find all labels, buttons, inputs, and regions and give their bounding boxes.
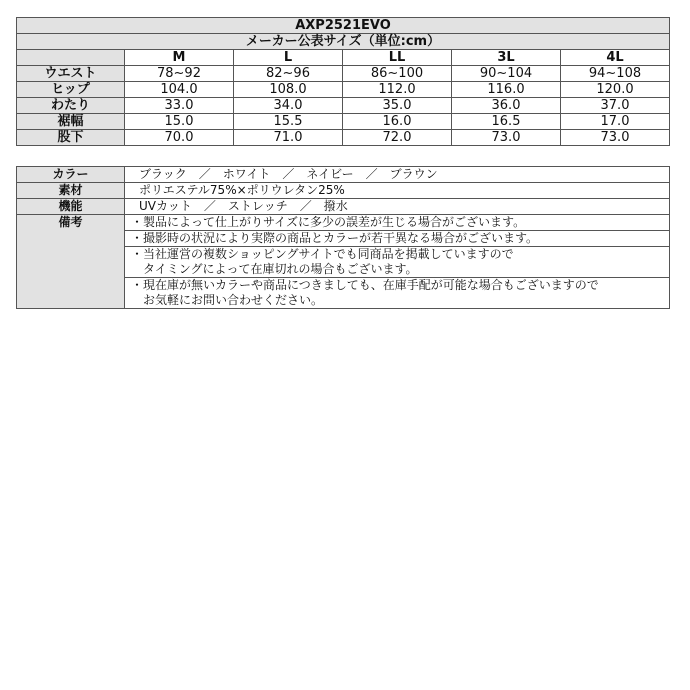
size-header-row <box>17 50 670 66</box>
color-value: ブラック ／ ホワイト ／ ネイビー ／ ブラウン <box>125 167 670 183</box>
size-value: 112.0 <box>343 82 452 98</box>
size-header: L <box>234 50 343 66</box>
size-value: 34.0 <box>234 98 343 114</box>
note-line: ・現在庫が無いカラーや商品につきましても、在庫手配が可能な場合もございますので <box>125 277 669 293</box>
size-value: 17.0 <box>561 114 670 130</box>
note-line: ・撮影時の状況により実際の商品とカラーが若干異なる場合がございます。 <box>125 230 669 246</box>
notes-cell <box>125 215 670 309</box>
size-value: 86~100 <box>343 66 452 82</box>
size-value: 70.0 <box>125 130 234 146</box>
color-label: カラー <box>17 167 125 183</box>
size-value: 37.0 <box>561 98 670 114</box>
material-value: ポリエステル75%×ポリウレタン25% <box>125 183 670 199</box>
size-value: 33.0 <box>125 98 234 114</box>
table-row <box>17 82 670 98</box>
size-header: 4L <box>561 50 670 66</box>
note-line: ・当社運営の複数ショッピングサイトでも同商品を掲載していますので <box>125 246 669 262</box>
function-value: UVカット ／ ストレッチ ／ 撥水 <box>125 199 670 215</box>
size-value: 82~96 <box>234 66 343 82</box>
row-label: わたり <box>17 98 125 114</box>
row-label: ウエスト <box>17 66 125 82</box>
row-label: 裾幅 <box>17 114 125 130</box>
size-value: 36.0 <box>452 98 561 114</box>
size-header: M <box>125 50 234 66</box>
model-number: AXP2521EVO <box>17 18 670 34</box>
table-row <box>17 98 670 114</box>
table-row <box>17 130 670 146</box>
size-table-subtitle: メーカー公表サイズ（単位:cm） <box>17 34 670 50</box>
size-value: 120.0 <box>561 82 670 98</box>
size-value: 73.0 <box>452 130 561 146</box>
header-corner-cell <box>17 50 125 66</box>
size-value: 94~108 <box>561 66 670 82</box>
table-row <box>17 114 670 130</box>
size-value: 90~104 <box>452 66 561 82</box>
size-value: 72.0 <box>343 130 452 146</box>
size-value: 35.0 <box>343 98 452 114</box>
function-label: 機能 <box>17 199 125 215</box>
size-value: 104.0 <box>125 82 234 98</box>
size-value: 71.0 <box>234 130 343 146</box>
size-header: LL <box>343 50 452 66</box>
size-value: 15.5 <box>234 114 343 130</box>
size-table <box>16 17 670 146</box>
row-label: ヒップ <box>17 82 125 98</box>
size-value: 16.0 <box>343 114 452 130</box>
size-value: 15.0 <box>125 114 234 130</box>
notes-label: 備考 <box>17 215 125 309</box>
spec-row-color <box>17 167 670 183</box>
table-row <box>17 66 670 82</box>
size-value: 108.0 <box>234 82 343 98</box>
note-line: ・製品によって仕上がりサイズに多少の誤差が生じる場合がございます。 <box>131 215 526 229</box>
spec-table <box>16 166 670 309</box>
spec-row-material <box>17 183 670 199</box>
spec-row-notes <box>17 215 670 309</box>
size-value: 16.5 <box>452 114 561 130</box>
size-value: 78~92 <box>125 66 234 82</box>
size-value: 73.0 <box>561 130 670 146</box>
material-label: 素材 <box>17 183 125 199</box>
note-line: お気軽にお問い合わせください。 <box>131 293 324 307</box>
spec-row-function <box>17 199 670 215</box>
row-label: 股下 <box>17 130 125 146</box>
size-value: 116.0 <box>452 82 561 98</box>
note-line: タイミングによって在庫切れの場合もございます。 <box>131 262 418 276</box>
size-header: 3L <box>452 50 561 66</box>
